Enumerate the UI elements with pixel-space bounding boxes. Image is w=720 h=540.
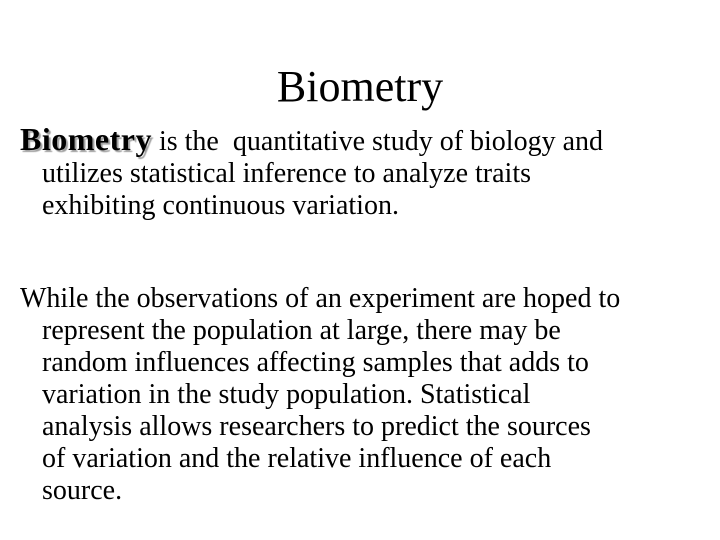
explanation-line: represent the population at large, there may be: [42, 315, 561, 346]
definition-line-2: utilizes statistical inference to analyze traits: [42, 158, 532, 189]
slide-title-text: Biometry: [276, 62, 444, 111]
explanation-line: source.: [42, 475, 123, 506]
explanation-line: random influences affecting samples that adds to: [42, 347, 589, 378]
explanation-line: While the observations of an experiment are hoped to: [20, 283, 621, 314]
slide-title: [0, 62, 720, 112]
definition-line-1: [20, 123, 720, 158]
explanation-line: variation in the study population. Statistical: [42, 379, 531, 410]
definition-text: is the quantitative study of biology and: [151, 126, 604, 157]
explanation-paragraph: [20, 283, 720, 507]
definition-line-3: exhibiting continuous variation.: [42, 190, 399, 221]
definition-paragraph: [20, 123, 720, 222]
explanation-line: of variation and the relative influence of each: [42, 443, 552, 474]
explanation-line: analysis allows researchers to predict the sources: [42, 411, 591, 442]
key-term: Biometry: [20, 121, 152, 157]
